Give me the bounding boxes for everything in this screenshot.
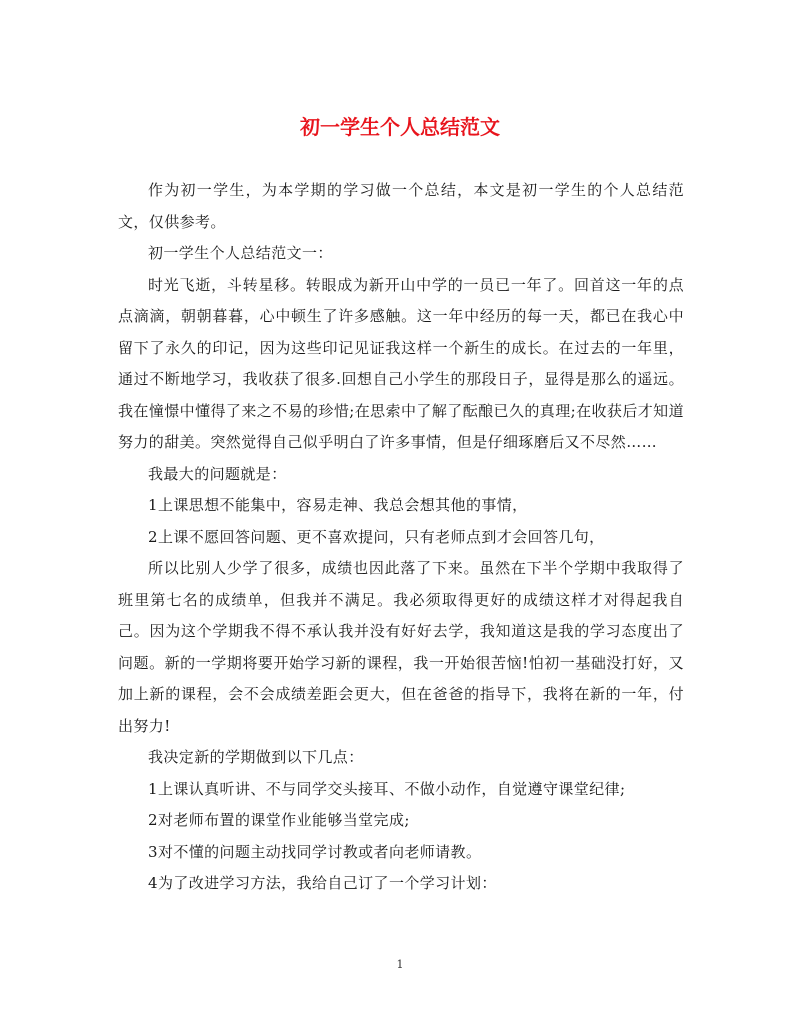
paragraph: 所以比别人少学了很多，成绩也因此落了下来。虽然在下半个学期中我取得了班里第七名的成绩单，但我并不满足。我必须取得更好的成绩这样才对得起我自己。因为这个学期我不得不承认我并没有好好去学，我知道这是我的学习态度出了问题。新的一学期将要开始学习新的课程，我一开始很苦恼!怕初一基础没打好，又加上新的课程，会不会成绩差距会更大，但在爸爸的指导下，我将在新的一年，付出努力!	[118, 559, 684, 735]
paragraph: 4为了改进学习方法，我给自己订了一个学习计划：	[148, 874, 497, 892]
paragraph: 作为初一学生，为本学期的学习做一个总结，本文是初一学生的个人总结范文，仅供参考。	[118, 181, 684, 231]
paragraph: 3对不懂的问题主动找同学讨教或者向老师请教。	[148, 842, 482, 861]
paragraph: 1上课思想不能集中，容易走神、我总会想其他的事情，	[148, 496, 528, 514]
paragraph: 1上课认真听讲、不与同学交头接耳、不做小动作，自觉遵守课堂纪律;	[148, 779, 626, 798]
document-title: 初一学生个人总结范文	[300, 115, 500, 139]
paragraph: 2上课不愿回答问题、更不喜欢提问，只有老师点到才会回答几句，	[148, 527, 605, 546]
paragraph: 我最大的问题就是：	[148, 464, 287, 483]
paragraph: 时光飞逝，斗转星移。转眼成为新开山中学的一员已一年了。回首这一年的点点滴滴，朝朝暮暮，心中顿生了许多感触。这一年中经历的每一天，都已在我心中留下了永久的印记，因为这些印记见证我这样一个新生的成长。在过去的一年里，通过不断地学习，我收获了很多.回想自己小学生的那段日子，显得是那么的遥远。我在憧憬中懂得了来之不易的珍惜;在思索中了解了酝酿已久的真理;在收获后才知道努力的甜美。突然觉得自己似乎明白了许多事情，但是仔细琢磨后又不尽然……	[118, 275, 684, 451]
page-number: 1	[396, 958, 404, 971]
paragraph: 我决定新的学期做到以下几点：	[148, 748, 364, 766]
paragraph: 2对老师布置的课堂作业能够当堂完成;	[148, 811, 410, 829]
document-body	[118, 175, 684, 900]
paragraph: 初一学生个人总结范文一：	[148, 244, 333, 262]
